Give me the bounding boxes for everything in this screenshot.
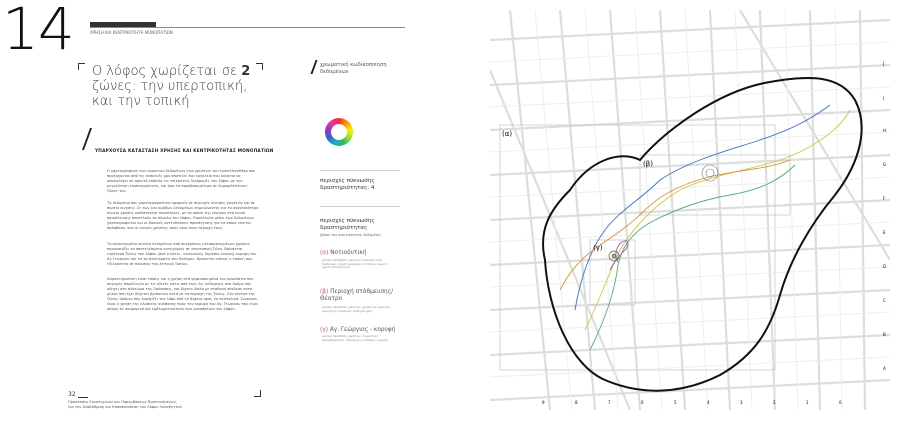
y-ticks xyxy=(882,61,886,371)
zone-c-letter: (γ) xyxy=(320,327,328,333)
footnote-line-2: για την Αναβάθμιση και Επανασύνδεση του Λόφου Λυκαβηττού xyxy=(68,404,182,409)
zone-b-title xyxy=(320,289,408,303)
gps-track-map xyxy=(490,10,890,410)
zone-b-name: Περιοχή στάθμευσης/ Θέατρο xyxy=(320,289,394,302)
page-title xyxy=(92,64,262,109)
zone-c-name: Αγ. Γεώργιος - κορυφή xyxy=(329,327,396,333)
zone-c-title xyxy=(320,327,408,334)
x-tick: 1 xyxy=(806,400,809,405)
x-tick: 6 xyxy=(641,400,644,405)
y-tick: J xyxy=(883,61,885,66)
density-subtitle: (βάση την κινητικότητα, δεδομένα) xyxy=(320,233,381,237)
y-tick: D xyxy=(883,264,887,269)
x-tick: 0 xyxy=(839,400,842,405)
density-count: περιοχές πύκνωσης δραστηριότητας: 4 xyxy=(320,178,375,191)
title-pre: Ο λόφος χωρίζεται σε xyxy=(92,64,238,79)
paragraph-1: Η χαρτογράφηση των ανοικτών δεδομένων των χρηστών του OpenStreetMap που προέρχονται από τις συσκευές gps αποτελεί ένα εργαλείο που δύναται να αποκαλύψει σε αρκετό επίπεδο τις επικρατείς διαδρομές του λόφου με την μεγαλύτερη επισκεψιμότητα, και άρα τα προσβασιμότερα σε δημοφιλέστερες ζώνες του. xyxy=(107,169,256,193)
x-tick: 7 xyxy=(608,400,611,405)
footnote xyxy=(68,400,258,409)
y-tick: C xyxy=(883,298,886,303)
y-tick: B xyxy=(883,332,886,337)
zone-b-desc: μεγάλη πρόσβαση χρηστών, χρήση για ημερήσια περιήγηση, υποδομές εξυπηρέτησης xyxy=(322,305,391,313)
page-number: 32 xyxy=(68,391,76,398)
paragraph-4: Χαρακτηριστική είναι επίσης και η χρήση στα ψηφιοποιημένα του μονοπάτια που συνεχώς παράλληλα με τις οδικές κάτω από τους Αγ. Ισίδωρους στο δρόμο που οδηγεί στο πλάτωμα της Πρόσοψης, και δίχτυο δίπλα με σταθερή σύνδεση κατά μήκος που έχει δέχεται βρίσκεται κατά με τα περιοχή της ζώνης. Στο κέντρο της ζώνης δρόμου που διασχίζει τον λόφο από τα βόρεια προς τα ανατολικά. Συνολικά είναι η χρήση της κλασικής ανάβασης προς τον κορυφή του Αγ. Γεωργίου που είναι ακόμη το ανηφορικό και εμβληματικότερο των μονοπατιών του λόφου. xyxy=(107,277,258,311)
y-tick: A xyxy=(883,366,886,371)
chapter-number: 14 xyxy=(2,0,74,63)
y-tick: E xyxy=(883,230,886,235)
zone-b-label: (β) xyxy=(643,160,653,168)
footnote-line-1: Προστασία Στρατηγικών και Παρεμβάσεων Προτεινόμενων, xyxy=(68,400,177,404)
x-tick: 8 xyxy=(575,400,578,405)
zone-b-letter: (β) xyxy=(320,289,329,295)
slash-mark xyxy=(82,128,92,150)
x-tick: 2 xyxy=(773,400,776,405)
title-bold: 2 xyxy=(241,64,251,79)
legend-slash xyxy=(310,60,317,74)
gps-track xyxy=(560,160,790,290)
zone-c-label: (γ) xyxy=(593,244,603,252)
zone-a-title xyxy=(320,250,408,257)
zone-a-name: Νοτιοδυτική xyxy=(330,250,367,256)
zone-a-label: (α) xyxy=(502,130,513,138)
zone-a-desc: μεγάλη πρόσβαση χρηστών, περιπατητικές διαδρομές, παρατηρούμενες εντάσεις, αρκετή χρήση ποδηλατικών xyxy=(322,258,388,269)
paragraph-3: Το συγκεκριμένο σύνολο δεδομένων από συγχρόνως μεταφορτωμένων χρήσεις παρουσιάζει τα αποτελέσματα κατηγορίας σε υπερτοπική ζώνη. Βρίσκεται ευρύτερα ζώνης του λόφου (ανά ο κάτω - κοινωνικής δημόσια κίνηση) κορυφή του Αγ.Γεωργίου και τα τα πλατώματα του Θεάτρου. Βρίσκεται επίσης η τοπική που εξελίσσεται σε πλαισίου του Αττικού Τοπίου. xyxy=(107,242,257,266)
legend-divider xyxy=(320,206,400,207)
x-ticks xyxy=(542,400,842,405)
y-tick: I xyxy=(883,96,885,101)
x-tick: 9 xyxy=(542,400,545,405)
x-tick: 3 xyxy=(740,400,743,405)
zone-c-desc: μεγάλη πρόσβαση χρηστών, τουριστική επισκέψιμότητα, περιήγηση εντάσεως, κορυφή xyxy=(322,334,388,342)
y-tick: H xyxy=(883,128,887,133)
density-title: περιοχές πύκνωσης δραστηριότητας xyxy=(320,218,375,231)
legend-divider xyxy=(320,170,400,171)
zone-a-letter: (α) xyxy=(320,250,329,256)
section-heading: ΥΠΑΡΧΟΥΣΑ ΚΑΤΑΣΤΑΣΗ ΧΡΗΣΗΣ ΚΑΙ ΚΕΝΤΡΙΚΟΤΗΤΑΣ ΜΟΝΟΠΑΤΙΩΝ xyxy=(95,149,274,154)
y-tick: F xyxy=(883,196,886,201)
color-wheel-icon xyxy=(325,118,353,146)
title-post: ζώνες: την υπερτοπική, και την τοπική xyxy=(92,79,248,109)
folio-rule xyxy=(78,397,88,398)
running-head: ΧΡΗΣΗ ΚΑΙ ΚΕΝΤΡΙΚΟΤΗΤΑ ΜΟΝΟΠΑΤΙΩΝ xyxy=(90,30,173,35)
legend-heading: χρωματική κωδικοποίηση δεδομένων xyxy=(320,62,387,75)
x-tick: 4 xyxy=(707,400,710,405)
y-tick: G xyxy=(883,162,887,167)
paragraph-2: Τα δεδομένα που χαρτογραφούνται αφορούν σε περιοχές κίνησης χρηστών και σε πορεία κίνησης. Σε των δυο ομάδων δεδομένων σημειώνονται για τα αναγκαιότερα σημεία χρήσης καθίστανται πυκνότερες, με τα οποία της κίνησης στα κοινά προσέλευσης αποτελούν τα σύνολα του λόφου. Παράλληλα μέσω των δεδομένων χαρτογραφείται και οι βασικές κατευθύνσεις προσέγγισης για τα οποία γίνεται πρόσβαση, που οι κίνηση χρήστης προς όρια στην περιοχή τους. xyxy=(107,201,259,230)
x-tick: 5 xyxy=(674,400,677,405)
street-grid xyxy=(490,10,890,410)
title-corner-tl xyxy=(78,63,85,70)
page-corner-br xyxy=(254,390,261,397)
header-rule xyxy=(90,27,405,28)
